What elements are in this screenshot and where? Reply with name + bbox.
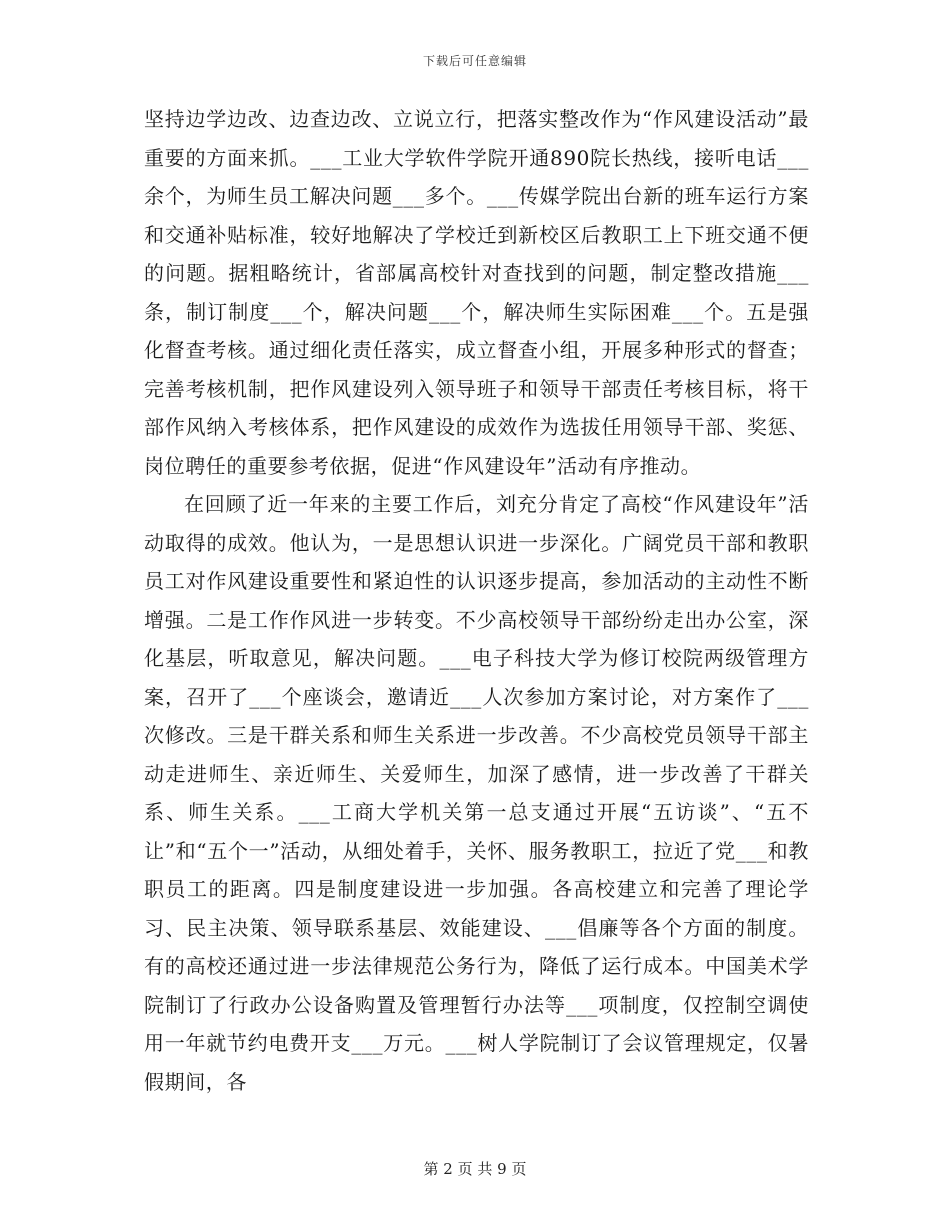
paragraph-continuation: 坚持边学边改、边查边改、立说立行，把落实整改作为“作风建设活动”最重要的方面来抓。___工业大学软件学院开通890院长热线，接听电话___余个，为师生员工解决问题___多个。___传媒学院出台新的班车运行方案和交通补贴标准，较好地解决了学校迁到新校区后教职工上下班交通不便的问题。据粗略统计，省部属高校针对查找到的问题，制定整改措施___条，制订制度___个，解决问题___个，解决师生实际困难___个。五是强化督查考核。通过细化责任落实，成立督查小组，开展多种形式的督查；完善考核机制，把作风建设列入领导班子和领导干部责任考核目标，将干部作风纳入考核体系，把作风建设的成效作为选拔任用领导干部、奖惩、岗位聘任的重要参考依据，促进“作风建设年”活动有序推动。 [144, 107, 809, 478]
paragraph: 在回顾了近一年来的主要工作后，刘充分肯定了高校“作风建设年”活动取得的成效。他认为，一是思想认识进一步深化。广阔党员干部和教职员工对作风建设重要性和紧迫性的认识逐步提高，参加活动的主动性不断增强。二是工作作风进一步转变。不少高校领导干部纷纷走出办公室，深化基层，听取意见，解决问题。___电子科技大学为修订校院两级管理方案，召开了___个座谈会，邀请近___人次参加方案讨论，对方案作了___次修改。三是干群关系和师生关系进一步改善。不少高校党员领导干部主动走进师生、亲近师生、关爱师生，加深了感情，进一步改善了干群关系、师生关系。___工商大学机关第一总支通过开展“五访谈”、“五不让”和“五个一”活动，从细处着手，关怀、服务教职工，拉近了党___和教职员工的距离。四是制度建设进一步加强。各高校建立和完善了理论学习、民主决策、领导联系基层、效能建设、___倡廉等各个方面的制度。有的高校还通过进一步法律规范公务行为，降低了运行成本。中国美术学院制订了行政办公设备购置及管理暂行办法等___项制度，仅控制空调使用一年就节约电费开支___万元。___树人学院制订了会议管理规定，仅暑假期间，各 [144, 492, 809, 1094]
page-number: 第 2 页 共 9 页 [423, 1160, 527, 1178]
page-header: 下载后可任意编辑 [422, 54, 527, 68]
document-body [144, 100, 809, 1101]
